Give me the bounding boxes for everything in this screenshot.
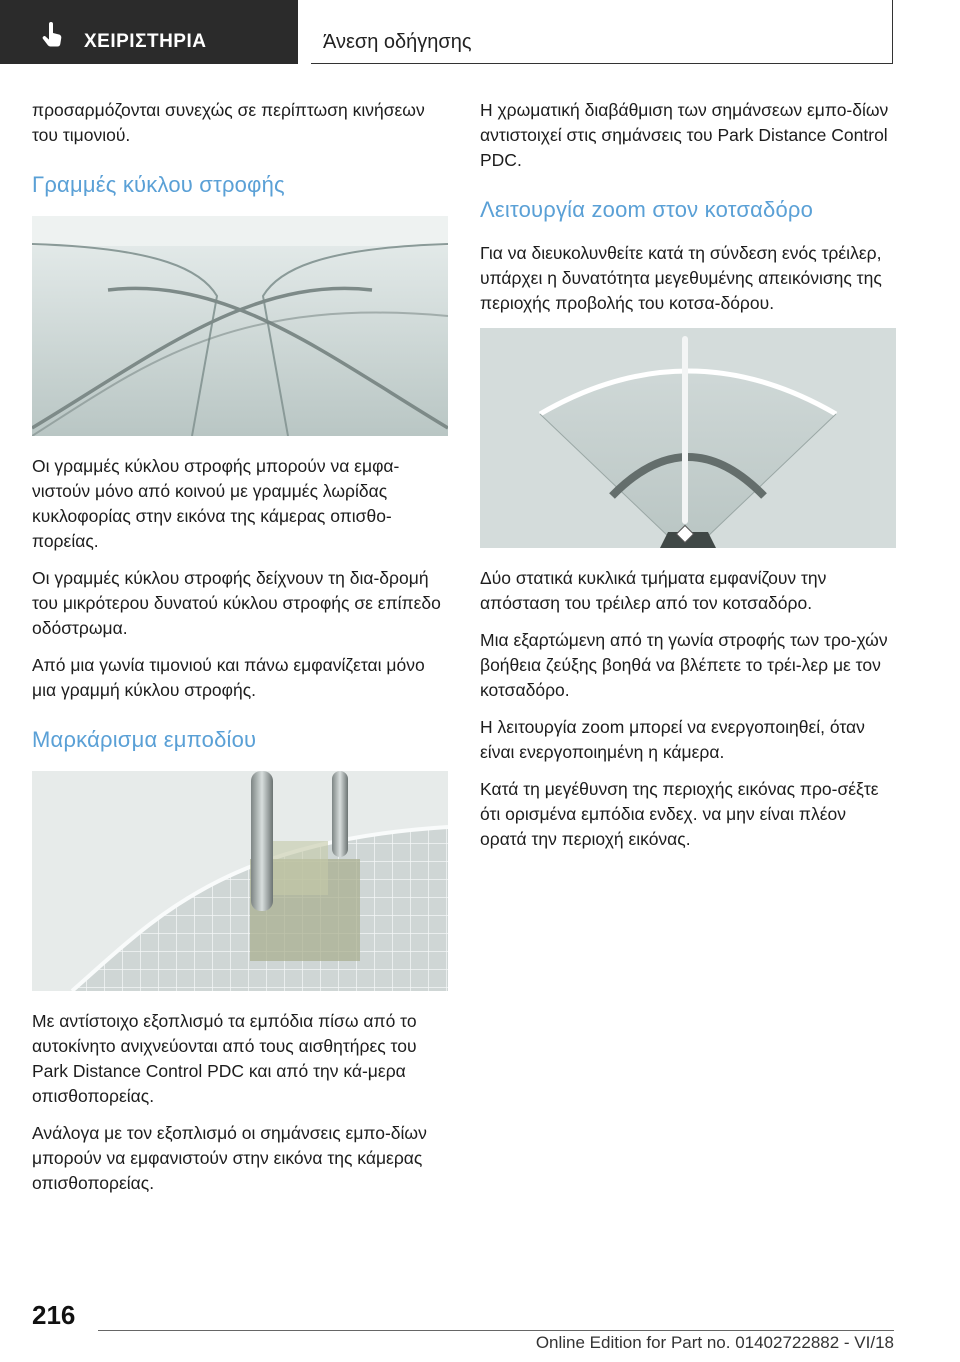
header-section-tab bbox=[311, 0, 893, 64]
obstacle-marking-illustration bbox=[32, 771, 448, 991]
footer-divider bbox=[98, 1330, 894, 1331]
intro-paragraph: προσαρμόζονται συνεχώς σε περίπτωση κινήσεων του τιμονιού. bbox=[32, 100, 425, 145]
zoom-intro-paragraph: Για να διευκολυνθείτε κατά τη σύνδεση ενός τρέιλερ, υπάρχει η δυνατότητα μεγεθυμένης απεικόνισης της περιοχής προβολής του κοτσα‐δόρου. bbox=[480, 243, 882, 313]
turning-lines-paragraph-2: Οι γραμμές κύκλου στροφής δείχνουν τη δια‐δρομή του μικρότερου δυνατού κύκλου στροφής σε επίπεδο οδόστρωμα. bbox=[32, 568, 441, 638]
turning-lines-paragraph-1: Οι γραμμές κύκλου στροφής μπορούν να εμφα‐νιστούν μόνο από κοινού με γραμμές λωρίδας κυκλοφορίας στην εικόνα της κάμερας οπισθο‐πορείας. bbox=[32, 456, 400, 551]
hand-pointer-icon bbox=[40, 22, 66, 48]
chapter-title: ΧΕΙΡΙΣΤΗΡΙΑ bbox=[84, 31, 207, 52]
right-column bbox=[480, 98, 896, 864]
zoom-paragraph-1: Δύο στατικά κυκλικά τμήματα εμφανίζουν την απόσταση του τρέιλερ από τον κοτσαδόρο. bbox=[480, 568, 827, 613]
header-chapter-tab bbox=[0, 0, 298, 64]
zoom-paragraph-4: Κατά τη μεγέθυνση της περιοχής εικόνας προ‐σέξτε ότι ορισμένα εμπόδια ενδεχ. να μην είναι πλέον ορατά την περιοχή εικόνας. bbox=[480, 779, 879, 849]
trailer-hitch-zoom-illustration bbox=[480, 328, 896, 548]
edition-note: Online Edition for Part no. 01402722882 - VI/18 bbox=[535, 1333, 894, 1352]
obstacle-marking-heading: Μαρκάρισμα εμποδίου bbox=[32, 727, 257, 752]
pdc-color-paragraph: Η χρωματική διαβάθμιση των σημάνσεων εμπο‐δίων αντιστοιχεί στις σημάνσεις του Park Distance Control PDC. bbox=[480, 100, 889, 170]
turning-lines-heading: Γραμμές κύκλου στροφής bbox=[32, 172, 285, 197]
section-title: Άνεση οδήγησης bbox=[323, 31, 472, 53]
obstacle-marking-paragraph-2: Ανάλογα με τον εξοπλισμό οι σημάνσεις εμπο‐δίων μπορούν να εμφανιστούν στην εικόνα της κάμερας οπισθοπορείας. bbox=[32, 1123, 427, 1193]
zoom-heading: Λειτουργία zoom στον κοτσαδόρο bbox=[480, 197, 814, 222]
page-number: 216 bbox=[32, 1300, 76, 1330]
left-column bbox=[32, 98, 448, 1208]
turning-lines-paragraph-3: Από μια γωνία τιμονιού και πάνω εμφανίζεται μόνο μια γραμμή κύκλου στροφής. bbox=[32, 655, 425, 700]
zoom-paragraph-3: Η λειτουργία zoom μπορεί να ενεργοποιηθεί, όταν είναι ενεργοποιημένη η κάμερα. bbox=[480, 717, 865, 762]
turning-lines-illustration bbox=[32, 216, 448, 436]
obstacle-marking-paragraph-1: Με αντίστοιχο εξοπλισμό τα εμπόδια πίσω από το αυτοκίνητο ανιχνεύονται από τους αισθητήρες του Park Distance Control PDC και από την κά‐μερα οπισθοπορείας. bbox=[32, 1011, 417, 1106]
zoom-paragraph-2: Μια εξαρτώμενη από τη γωνία στροφής των τρο‐χών βοήθεια ζεύξης βοηθά να βλέπετε το τρέι‐λερ με τον κοτσαδόρο. bbox=[480, 630, 888, 700]
